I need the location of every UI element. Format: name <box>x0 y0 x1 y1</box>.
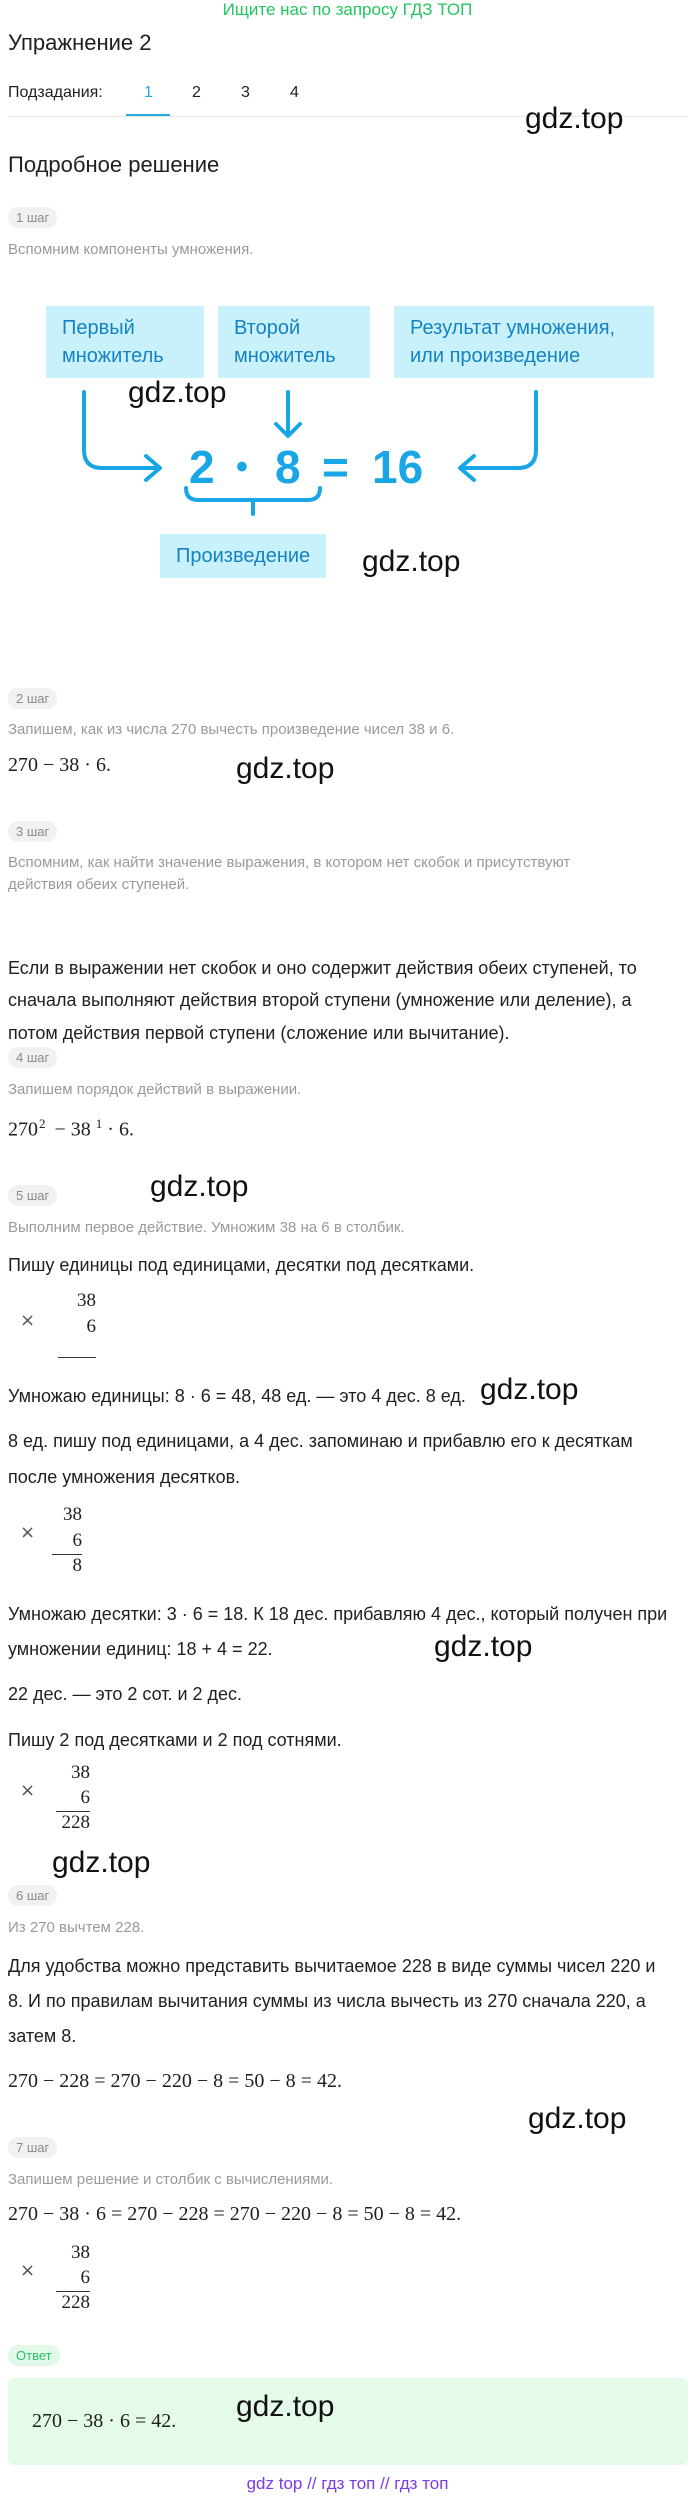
step-note: Выполним первое действие. Умножим 38 на 6 в столбик. <box>8 1219 405 1236</box>
watermark: gdz.top <box>52 1846 151 1879</box>
text-line: после умножения десятков. <box>8 1467 241 1487</box>
text-line: Пишу 2 под десятками и 2 под сотнями. <box>8 1730 342 1750</box>
watermark: gdz.top <box>362 545 461 578</box>
expression: 270 − 38 · 6. <box>8 754 111 776</box>
step-badge-3: 3 шаг <box>8 821 57 842</box>
box-label: множитель <box>234 345 336 367</box>
answer-box <box>8 2378 688 2465</box>
expression: 270 − 228 = 270 − 220 − 8 = 50 − 8 = 42. <box>8 2070 342 2092</box>
expression: 270 − 38 · 6 = 270 − 228 = 270 − 220 − 8 = 50 − 8 = 42. <box>8 2203 462 2225</box>
column-line <box>58 1357 96 1358</box>
column-multiplier: 6 <box>80 2267 90 2288</box>
column-multiplier: 6 <box>80 1787 90 1808</box>
column-result: 8 <box>72 1555 82 1576</box>
expression-order <box>8 1116 134 1142</box>
watermark: gdz.top <box>525 102 624 135</box>
text-line: потом действия первой ступени (сложение или вычитание). <box>8 1023 510 1043</box>
subtasks-label: Подзадания: <box>8 84 103 101</box>
step-badge-6: 6 шаг <box>8 1885 57 1906</box>
column-result: 228 <box>61 1812 90 1833</box>
product-label-box <box>160 534 326 578</box>
multiply-sign: × <box>20 1522 36 1543</box>
box-label: Результат умножения, <box>410 317 616 339</box>
watermark: gdz.top <box>236 752 335 785</box>
step-note: Из 270 вычтем 228. <box>8 1919 145 1936</box>
answer-expression: 270 − 38 · 6 = 42. <box>32 2410 177 2432</box>
operand: 270 <box>8 1118 38 1141</box>
step-note: Запишем, как из числа 270 вычесть произведение чисел 38 и 6. <box>8 721 455 738</box>
text-line: Для удобства можно представить вычитаемое 228 в виде суммы чисел 220 и <box>8 1956 656 1976</box>
watermark: gdz.top <box>236 2390 335 2423</box>
text-line: 8. И по правилам вычитания суммы из числа вычесть из 270 сначала 220, а <box>8 1991 646 2011</box>
column-multiplicand: 38 <box>71 1762 90 1783</box>
watermark: gdz.top <box>528 2102 627 2135</box>
watermark: gdz.top <box>434 1630 533 1663</box>
multiply-dot: • <box>236 448 248 486</box>
box-label: Второй <box>234 317 301 339</box>
step-badge-1: 1 шаг <box>8 207 57 228</box>
column-multiplicand: 38 <box>63 1504 82 1525</box>
multiply-sign: × <box>20 1310 36 1331</box>
step-badge-5: 5 шаг <box>8 1185 57 1206</box>
top-banner: Ищите нас по запросу ГДЗ ТОП <box>222 0 473 19</box>
step-note: Вспомним компоненты умножения. <box>8 241 254 258</box>
factor-two: 2 <box>189 441 215 493</box>
column-result: 228 <box>61 2292 90 2313</box>
tab-subtask-4[interactable]: 4 <box>290 84 299 101</box>
step-badge-7: 7 шаг <box>8 2137 57 2158</box>
step-note: Запишем решение и столбик с вычислениями. <box>8 2171 334 2188</box>
page-title: Упражнение 2 <box>8 30 152 55</box>
watermark: gdz.top <box>480 1373 579 1406</box>
text-line: 8 ед. пишу под единицами, а 4 дес. запоминаю и прибавлю его к десяткам <box>8 1431 633 1451</box>
order-marker: 2 <box>39 1116 46 1131</box>
box-label: множитель <box>62 345 164 367</box>
step-badge-4: 4 шаг <box>8 1047 57 1068</box>
column-multiplier: 6 <box>72 1530 82 1551</box>
multiply-sign: × <box>20 2260 36 2281</box>
text-line: Умножаю единицы: 8 · 6 = 48, 48 ед. — это 4 дес. 8 ед. <box>8 1386 466 1406</box>
operand: − 38 <box>54 1118 91 1141</box>
watermark: gdz.top <box>150 1170 249 1203</box>
step-note: действия обеих ступеней. <box>8 876 190 893</box>
operand: · 6. <box>107 1118 134 1141</box>
text-line: Умножаю десятки: 3 · 6 = 18. К 18 дес. прибавляю 4 дес., который получен при <box>8 1604 668 1624</box>
text-line: 22 дес. — это 2 сот. и 2 дес. <box>8 1684 243 1704</box>
step-badge-2: 2 шаг <box>8 688 57 709</box>
product-result-box <box>394 306 654 378</box>
equals-sign: = <box>322 441 349 493</box>
box-label: или произведение <box>410 345 581 367</box>
solution-heading: Подробное решение <box>8 152 220 177</box>
answer-badge: Ответ <box>8 2345 60 2366</box>
active-tab-indicator <box>126 114 170 116</box>
watermark: gdz.top <box>128 376 227 409</box>
text-line: умножении единиц: 18 + 4 = 22. <box>8 1639 273 1659</box>
step-note: Вспомним, как найти значение выражения, в котором нет скобок и присутствуют <box>8 854 571 871</box>
multiply-sign: × <box>20 1780 36 1801</box>
text-line: затем 8. <box>8 2026 77 2046</box>
text-line: Если в выражении нет скобок и оно содержит действия обеих ступеней, то <box>8 958 637 978</box>
text-line: Пишу единицы под единицами, десятки под десятками. <box>8 1255 475 1275</box>
tab-subtask-3[interactable]: 3 <box>241 84 250 101</box>
tab-subtask-1[interactable]: 1 <box>144 84 153 101</box>
first-factor-box <box>46 306 204 378</box>
order-marker: 1 <box>95 1116 103 1131</box>
factor-eight: 8 <box>275 441 301 493</box>
column-multiplier: 6 <box>86 1316 96 1337</box>
step-note: Запишем порядок действий в выражении. <box>8 1081 302 1098</box>
column-multiplicand: 38 <box>77 1290 96 1311</box>
text-line: сначала выполняют действия второй ступени (умножение или деление), а <box>8 990 632 1010</box>
tab-subtask-2[interactable]: 2 <box>192 84 201 101</box>
column-multiplicand: 38 <box>71 2242 90 2263</box>
box-label: Первый <box>62 317 135 339</box>
product-sixteen: 16 <box>372 441 424 493</box>
box-label: Произведение <box>176 545 311 567</box>
footer-links[interactable]: gdz top // гдз топ // гдз топ <box>246 2474 449 2493</box>
second-factor-box <box>218 306 370 378</box>
